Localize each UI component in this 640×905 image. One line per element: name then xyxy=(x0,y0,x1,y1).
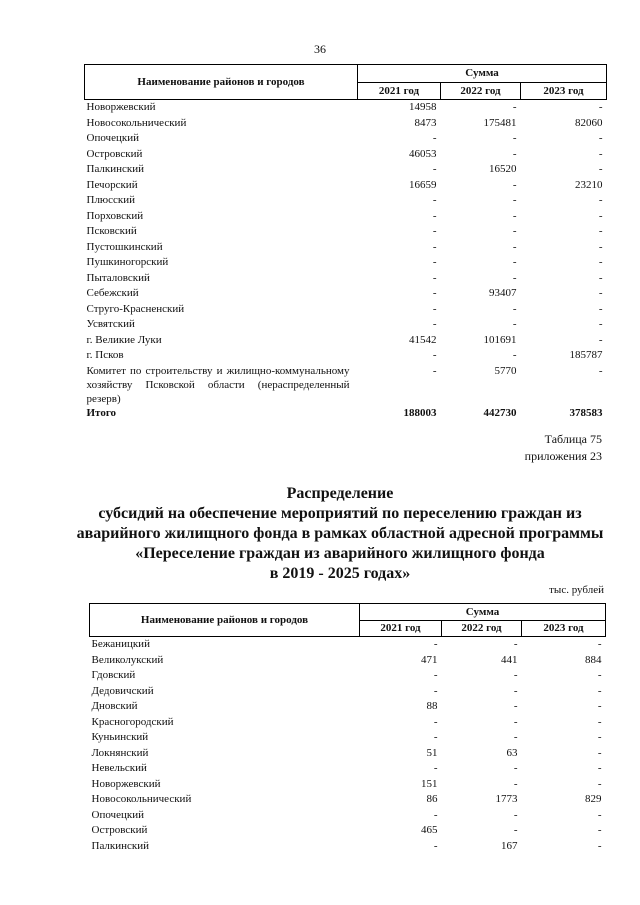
value-2022: 63 xyxy=(506,746,518,759)
district-name: Красногородский xyxy=(91,715,174,728)
title-line: в 2019 - 2025 годах» xyxy=(269,565,411,582)
district-name: г. Псков xyxy=(86,349,124,361)
value-2021: - xyxy=(433,839,438,852)
table-row xyxy=(85,147,607,163)
table-row xyxy=(90,730,606,746)
table-row xyxy=(85,271,607,287)
value-2021: - xyxy=(433,684,438,697)
table-row xyxy=(90,823,606,839)
section-title xyxy=(40,484,640,584)
value-2023: - xyxy=(597,731,602,743)
value-2021: 51 xyxy=(426,746,438,759)
value-2022: - xyxy=(512,132,517,144)
district-name: г. Великие Луки xyxy=(86,333,162,346)
value-2022: - xyxy=(513,700,518,712)
district-name: Струго-Красненский xyxy=(86,302,185,315)
value-2023: - xyxy=(597,839,602,852)
district-name: Новоржевский xyxy=(91,777,161,790)
column-header-sum: Сумма xyxy=(360,604,606,621)
appendix-number: приложения 23 xyxy=(524,449,602,463)
column-header-name: Наименование районов и городов xyxy=(85,65,358,100)
value-2023: 884 xyxy=(585,653,602,666)
district-name: Невельский xyxy=(91,762,147,774)
column-header-2023: 2023 год xyxy=(522,621,606,637)
value-2022: - xyxy=(512,318,517,330)
value-2022: - xyxy=(513,715,518,728)
value-2021: - xyxy=(432,256,437,268)
value-2023: - xyxy=(598,240,603,253)
district-name: Опочецкий xyxy=(91,808,144,821)
value-2023: - xyxy=(597,824,602,836)
district-name: Комитет по строительству и жилищно-коммунальному хозяйству Псковской области (нераспределенный резерв) xyxy=(86,364,350,405)
title-line: Распределение xyxy=(286,485,394,502)
value-2022: 93407 xyxy=(489,287,517,299)
column-header-name: Наименование районов и городов xyxy=(90,604,360,637)
value-2021: - xyxy=(432,163,437,175)
column-header-2021: 2021 год xyxy=(360,621,442,637)
table-body xyxy=(85,100,607,422)
table-row xyxy=(85,193,607,209)
column-header-2021: 2021 год xyxy=(358,83,441,100)
table-row xyxy=(90,699,606,715)
value-2023: - xyxy=(597,808,602,821)
value-2021: - xyxy=(433,762,438,774)
value-2023: - xyxy=(597,638,602,650)
value-2023: - xyxy=(597,684,602,697)
value-2023: 23210 xyxy=(575,178,603,191)
district-name: Себежский xyxy=(86,287,139,299)
value-2023: - xyxy=(598,271,603,284)
value-2021: 16659 xyxy=(409,178,437,191)
value-2022: - xyxy=(513,684,518,697)
value-2022: - xyxy=(512,302,517,315)
district-name: Островский xyxy=(86,147,143,160)
table-row xyxy=(90,746,606,762)
value-2022: - xyxy=(513,731,518,743)
district-name: Куньинский xyxy=(91,731,149,743)
value-2022: - xyxy=(512,256,517,268)
district-name: Палкинский xyxy=(91,839,150,852)
value-2023: - xyxy=(598,287,603,299)
value-2021: 86 xyxy=(426,793,438,805)
value-2023: - xyxy=(598,209,603,222)
district-name: Гдовский xyxy=(91,669,136,681)
table-row xyxy=(85,116,607,132)
column-header-sum: Сумма xyxy=(358,65,607,83)
district-name: Великолукский xyxy=(91,653,164,666)
table-row xyxy=(85,240,607,256)
district-name: Псковский xyxy=(86,225,137,237)
total-2021: 188003 xyxy=(403,406,437,419)
value-2022: - xyxy=(512,209,517,222)
district-name: Порховский xyxy=(86,209,144,222)
value-2022: - xyxy=(512,225,517,237)
units-label: тыс. рублей xyxy=(549,584,604,596)
title-line: субсидий на обеспечение мероприятий по переселению граждан из xyxy=(98,505,582,522)
value-2021: 8473 xyxy=(414,116,437,129)
total-label: Итого xyxy=(86,406,117,419)
value-2022: 175481 xyxy=(483,116,517,129)
table-row xyxy=(85,317,607,333)
value-2022: - xyxy=(513,638,518,650)
value-2023: - xyxy=(598,364,603,377)
value-2021: - xyxy=(432,287,437,299)
total-row xyxy=(85,406,607,422)
value-2023: - xyxy=(597,777,602,790)
district-name: Новосокольнический xyxy=(91,793,192,805)
column-header-2023: 2023 год xyxy=(521,83,607,100)
district-name: Пушкиногорский xyxy=(86,256,169,268)
value-2021: - xyxy=(433,808,438,821)
value-2023: - xyxy=(597,715,602,728)
value-2023: - xyxy=(598,318,603,330)
value-2023: - xyxy=(598,132,603,144)
district-name: Пыталовский xyxy=(86,271,150,284)
value-2022: 441 xyxy=(501,653,518,666)
value-2022: 5770 xyxy=(494,364,517,377)
value-2023: - xyxy=(598,333,603,346)
value-2022: - xyxy=(512,194,517,206)
value-2021: - xyxy=(432,194,437,206)
value-2021: - xyxy=(432,225,437,237)
value-2021: 41542 xyxy=(409,333,437,346)
value-2022: - xyxy=(513,777,518,790)
value-2023: 82060 xyxy=(575,116,603,129)
value-2021: 88 xyxy=(426,700,438,712)
value-2022: - xyxy=(512,178,517,191)
value-2021: 465 xyxy=(421,824,438,836)
resettlement-subsidy-table xyxy=(89,603,606,854)
table-row xyxy=(85,255,607,271)
value-2021: - xyxy=(433,669,438,681)
table-row xyxy=(90,668,606,684)
table-row xyxy=(85,178,607,194)
value-2022: - xyxy=(512,101,517,113)
district-name: Усвятский xyxy=(86,318,135,330)
value-2021: - xyxy=(433,638,438,650)
table-body xyxy=(90,637,606,855)
table-row xyxy=(90,808,606,824)
district-name: Дновский xyxy=(91,700,138,712)
value-2023: - xyxy=(598,194,603,206)
value-2023: - xyxy=(598,101,603,113)
table-row xyxy=(85,286,607,302)
total-2022: 442730 xyxy=(483,406,517,419)
value-2022: 16520 xyxy=(489,163,517,175)
value-2023: - xyxy=(597,669,602,681)
page-number: 36 xyxy=(314,42,326,56)
value-2022: 101691 xyxy=(483,333,517,346)
table-row xyxy=(85,348,607,364)
district-name: Пустошкинский xyxy=(86,240,163,253)
table-row xyxy=(85,131,607,147)
value-2021: 151 xyxy=(421,777,438,790)
value-2023: 829 xyxy=(585,793,602,805)
table-row xyxy=(90,684,606,700)
value-2022: 1773 xyxy=(495,793,518,805)
district-name: Плюсский xyxy=(86,194,136,206)
table-row xyxy=(85,162,607,178)
table-row xyxy=(90,637,606,653)
table-row xyxy=(85,209,607,225)
value-2021: - xyxy=(432,240,437,253)
table-row xyxy=(90,839,606,855)
district-name: Новосокольнический xyxy=(86,116,187,129)
table-row xyxy=(90,653,606,669)
table-row xyxy=(90,792,606,808)
title-line: аварийного жилищного фонда в рамках областной адресной программы xyxy=(76,525,604,542)
value-2022: 167 xyxy=(501,839,518,852)
value-2021: - xyxy=(433,715,438,728)
value-2022: - xyxy=(512,240,517,253)
value-2022: - xyxy=(513,824,518,836)
value-2021: - xyxy=(432,349,437,361)
value-2021: - xyxy=(432,318,437,330)
value-2021: 471 xyxy=(421,653,438,666)
value-2023: - xyxy=(597,700,602,712)
value-2022: - xyxy=(513,669,518,681)
column-header-2022: 2022 год xyxy=(441,83,521,100)
value-2023: - xyxy=(598,256,603,268)
table-row xyxy=(85,333,607,349)
value-2021: - xyxy=(433,731,438,743)
value-2021: - xyxy=(432,132,437,144)
value-2021: - xyxy=(432,209,437,222)
district-name: Локнянский xyxy=(91,746,149,759)
column-header-2022: 2022 год xyxy=(442,621,522,637)
title-line: «Переселение граждан из аварийного жилищного фонда xyxy=(135,545,545,562)
value-2022: - xyxy=(513,762,518,774)
value-2023: - xyxy=(597,746,602,759)
district-name: Бежаницкий xyxy=(91,638,150,650)
district-name: Палкинский xyxy=(86,163,145,175)
table-row xyxy=(85,224,607,240)
value-2023: - xyxy=(598,302,603,315)
value-2023: - xyxy=(598,147,603,160)
value-2021: - xyxy=(432,364,437,377)
table-number: Таблица 75 xyxy=(544,432,602,446)
value-2021: - xyxy=(432,271,437,284)
district-name: Островский xyxy=(91,824,148,836)
value-2023: 185787 xyxy=(569,349,603,361)
table-row xyxy=(90,761,606,777)
value-2023: - xyxy=(598,225,603,237)
value-2021: 14958 xyxy=(409,101,437,113)
table-row xyxy=(85,364,607,406)
table-reference xyxy=(525,431,602,465)
value-2023: - xyxy=(597,762,602,774)
value-2021: - xyxy=(432,302,437,315)
table-row xyxy=(85,302,607,318)
value-2022: - xyxy=(513,808,518,821)
district-name: Новоржевский xyxy=(86,101,156,113)
value-2022: - xyxy=(512,271,517,284)
table-row xyxy=(90,777,606,793)
table-row xyxy=(85,100,607,116)
total-2023: 378583 xyxy=(569,406,603,419)
district-name: Опочецкий xyxy=(86,132,139,144)
value-2022: - xyxy=(512,147,517,160)
value-2022: - xyxy=(512,349,517,361)
value-2021: 46053 xyxy=(409,147,437,160)
table-row xyxy=(90,715,606,731)
value-2023: - xyxy=(598,163,603,175)
district-name: Дедовичский xyxy=(91,684,154,697)
subsidy-table-continued xyxy=(84,64,607,421)
district-name: Печорский xyxy=(86,178,138,191)
